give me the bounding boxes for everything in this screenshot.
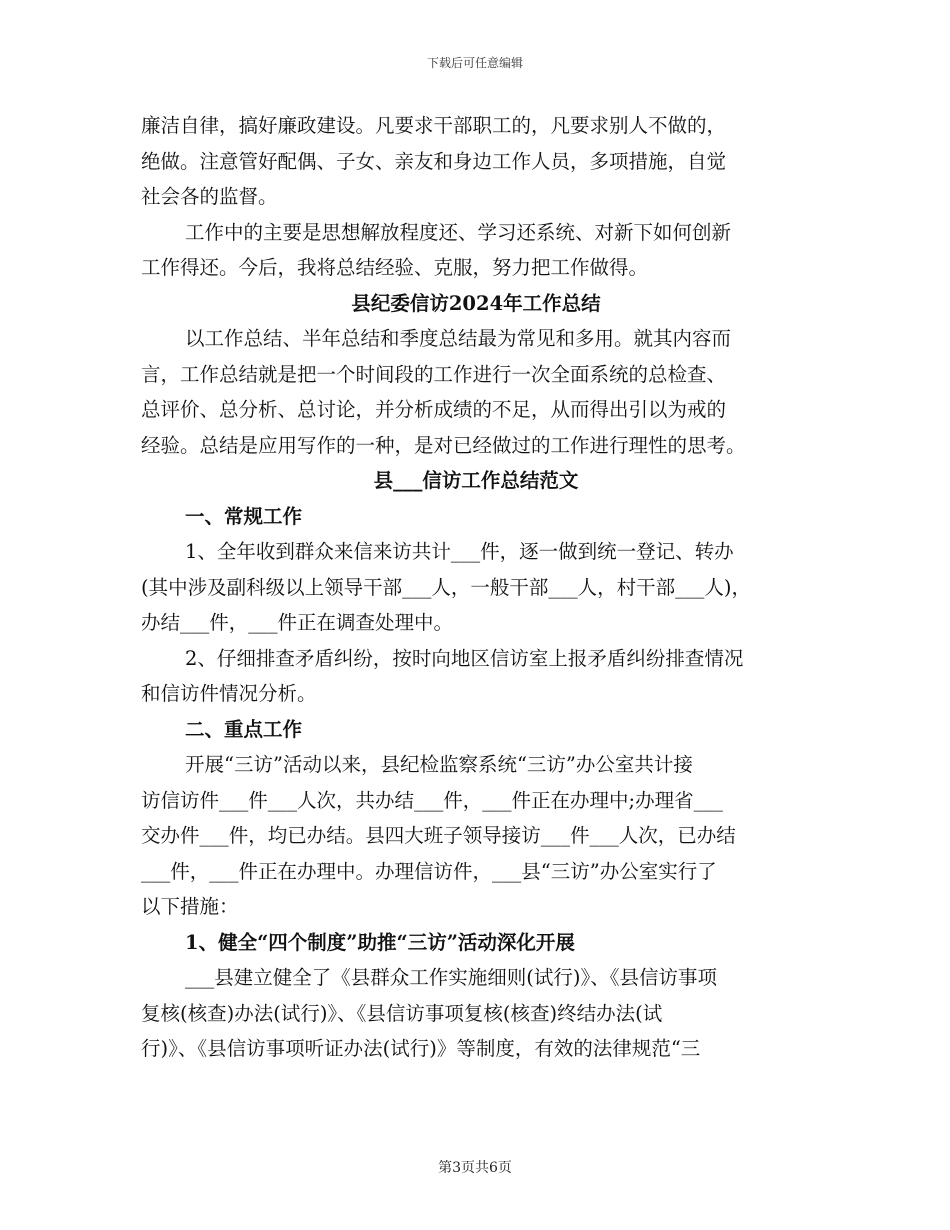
text-line: 廉洁自律，搞好廉政建设。凡要求干部职工的，凡要求别人不做的， bbox=[141, 114, 727, 137]
section-heading: 一、常规工作 bbox=[185, 504, 303, 528]
text-line: 以下措施： bbox=[141, 895, 239, 918]
text-line: 言，工作总结就是把一个时间段的工作进行一次全面系统的总检查、 bbox=[141, 362, 727, 386]
text-line: 工作中的主要是思想解放程度还、学习还系统、对新下如何创新 bbox=[185, 220, 732, 244]
text-line: 访信访件___件___人次，共办结___件，___件正在办理中;办理省___ bbox=[141, 788, 723, 812]
page-header: 下载后可任意编辑 bbox=[426, 56, 523, 70]
text-line: 复核(核查)办法(试行)》、《县信访事项复核(核查)终结办法(试 bbox=[141, 1001, 663, 1025]
text-line: (其中涉及副科级以上领导干部___人，一般干部___人，村干部___人)， bbox=[141, 575, 751, 599]
text-line: 交办件___件，均已办结。县四大班子领导接访___件___人次，已办结 bbox=[141, 824, 736, 847]
text-line: 和信访件情况分析。 bbox=[141, 682, 317, 705]
text-line: 行)》、《县信访事项听证办法(试行)》等制度，有效的法律规范“三 bbox=[141, 1037, 701, 1060]
text-line: 2、仔细排查矛盾纠纷，按时向地区信访室上报矛盾纠纷排查情况 bbox=[185, 646, 744, 670]
section-title: 县___信访工作总结范文 bbox=[373, 469, 579, 492]
section-title: 县纪委信访2024年工作总结 bbox=[351, 291, 601, 315]
text-line: 办结___件，___件正在调查处理中。 bbox=[141, 611, 454, 634]
text-line: 工作得还。今后，我将总结经验、克服，努力把工作做得。 bbox=[141, 256, 649, 279]
text-line: 经验。总结是应用写作的一种，是对已经做过的工作进行理性的思考。 bbox=[141, 433, 746, 457]
document-body bbox=[141, 108, 811, 1067]
text-line: 开展“三访”活动以来，县纪检监察系统“三访”办公室共计接 bbox=[185, 753, 693, 776]
text-line: 绝做。注意管好配偶、子女、亲友和身边工作人员，多项措施，自觉 bbox=[141, 149, 727, 173]
text-line: 社会各的监督。 bbox=[141, 185, 278, 208]
section-heading: 二、重点工作 bbox=[185, 717, 303, 741]
text-line: ___件，___件正在办理中。办理信访件，___县“三访”办公室实行了 bbox=[141, 859, 717, 883]
text-line: 1、全年收到群众来信来访共计___件，逐一做到统一登记、转办 bbox=[185, 540, 734, 563]
text-line: ___县建立健全了《县群众工作实施细则(试行)》、《县信访事项 bbox=[185, 966, 717, 989]
page-footer: 第3页共6页 bbox=[438, 1160, 512, 1176]
text-line: 以工作总结、半年总结和季度总结最为常见和多用。就其内容而 bbox=[185, 327, 732, 350]
text-line: 总评价、总分析、总讨论，并分析成绩的不足，从而得出引以为戒的 bbox=[141, 398, 727, 421]
section-heading: 1、健全“四个制度”助推“三访”活动深化开展 bbox=[185, 930, 575, 954]
